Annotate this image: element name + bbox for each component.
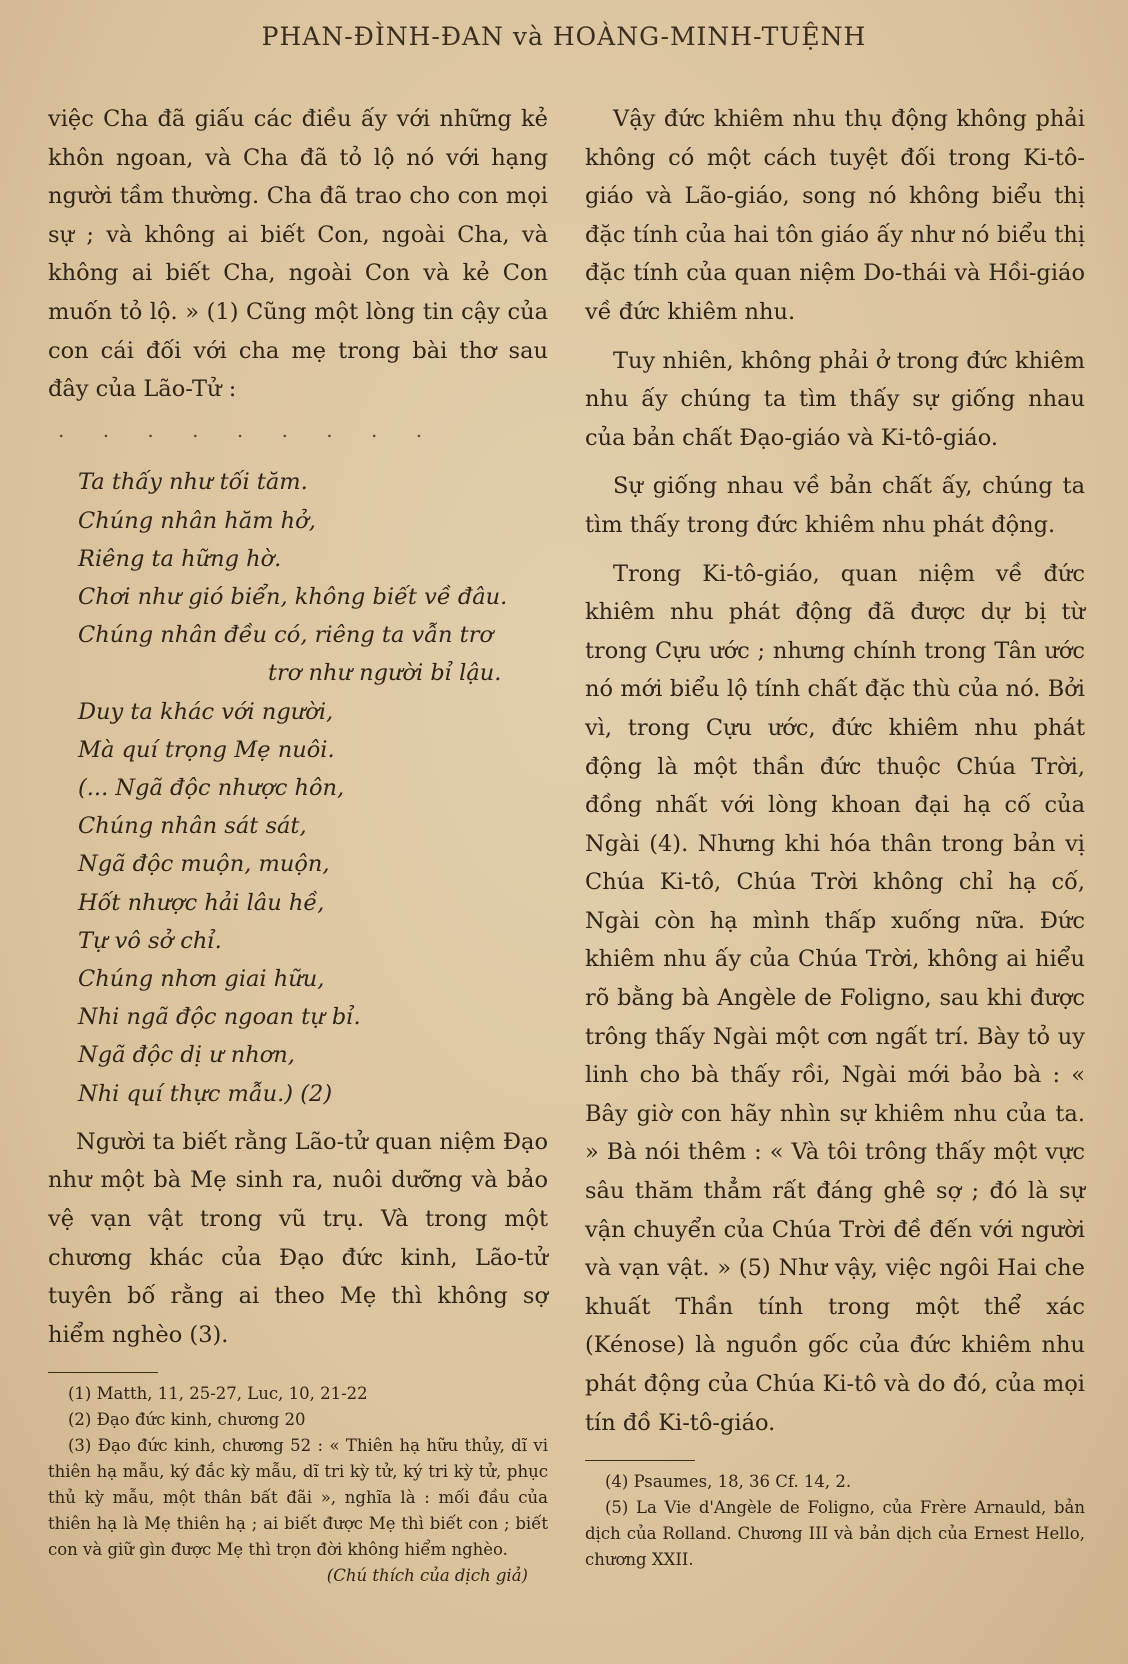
poem-line: Riêng ta hững hờ. — [78, 545, 282, 572]
poem-line: Tự vô sở chỉ. — [78, 927, 222, 954]
poem-line: Chơi như gió biển, không biết về đâu. — [78, 583, 508, 610]
poem-line: Ta thấy như tối tăm. — [78, 469, 308, 496]
ellipsis-separator: . . . . . . . . . — [58, 417, 439, 442]
poem-line: Ngã độc dị ư nhơn, — [78, 1042, 295, 1069]
poem-line: Chúng nhân đều có, riêng ta vẫn trơ — [78, 622, 494, 649]
footnote-divider — [585, 1460, 695, 1461]
translator-note-credit: (Chú thích của dịch giả) — [326, 1566, 528, 1586]
poem-line: trơ như người bỉ lậu. — [268, 660, 502, 687]
footnote-1: (1) Matth, 11, 25-27, Luc, 10, 21-22 — [68, 1384, 368, 1404]
footnote-4: (4) Psaumes, 18, 36 Cf. 14, 2. — [605, 1472, 852, 1492]
poem-line: Ngã độc muộn, muộn, — [78, 851, 330, 878]
footnote-5: (5) La Vie d'Angèle de Foligno, của Frère Arnauld, bản dịch của Rolland. Chương III và bản dịch của Ernest Hello, chương XXII. — [585, 1498, 1085, 1570]
left-paragraph-1: việc Cha đã giấu các điều ấy với những kẻ khôn ngoan, và Cha đã tỏ lộ nó với hạng người tầm thường. Cha đã trao cho con mọi sự ; và không ai biết Con, ngoài Cha, và không ai biết Cha, ngoài Con và kẻ Con muốn tỏ lộ. » (1) Cũng một lòng tin cậy của con cái đối với cha mẹ trong bài thơ sau đây của Lão-Tử : — [48, 106, 548, 403]
left-footnotes — [48, 1381, 548, 1589]
right-paragraph-2: Tuy nhiên, không phải ở trong đức khiêm nhu ấy chúng ta tìm thấy sự giống nhau của bản chất Đạo-giáo và Ki-tô-giáo. — [585, 347, 1085, 451]
poem-line: Chúng nhân sát sát, — [78, 813, 307, 840]
footnote-2: (2) Đạo đức kinh, chương 20 — [68, 1410, 306, 1430]
poem-line: Hốt nhược hải lâu hề, — [78, 889, 325, 916]
right-column — [585, 100, 1085, 1573]
poem-line: Mà quí trọng Mẹ nuôi. — [78, 736, 335, 763]
poem-line: Chúng nhơn giai hữu, — [78, 965, 325, 992]
right-paragraph-1: Vậy đức khiêm nhu thụ động không phải không có một cách tuyệt đối trong Ki-tô-giáo và Lão-giáo, song nó không biểu thị đặc tính của hai tôn giáo ấy như nó biểu thị đặc tính của quan niệm Do-thái và Hồi-giáo về đức khiêm nhu. — [585, 106, 1085, 325]
poem — [48, 463, 548, 1112]
poem-line: Duy ta khác với người, — [78, 698, 334, 725]
left-column — [48, 100, 548, 1589]
poem-line: Nhi quí thực mẫu.) (2) — [78, 1080, 333, 1107]
poem-line: Nhi ngã độc ngoan tự bỉ. — [78, 1004, 361, 1031]
right-paragraph-4: Trong Ki-tô-giáo, quan niệm về đức khiêm nhu phát động đã được dự bị từ trong Cựu ước ; nhưng chính trong Tân ước nó mới biểu lộ tính chất đặc thù của nó. Bởi vì, trong Cựu ước, đức khiêm nhu phát động là một thần đức thuộc Chúa Trời, đồng nhất với lòng khoan đại hạ cố của Ngài (4). Nhưng khi hóa thân trong bản vị Chúa Ki-tô, Chúa Trời không chỉ hạ cố, Ngài còn hạ mình thấp xuống nữa. Đức khiêm nhu ấy của Chúa Trời, không ai hiểu rõ bằng bà Angèle de Foligno, sau khi được trông thấy Ngài một cơn ngất trí. Bày tỏ uy linh cho bà thấy rồi, Ngài mới bảo bà : « Bây giờ con hãy nhìn sự khiêm nhu của ta. » Bà nói thêm : « Và tôi trông thấy một vực sâu thăm thẳm rất đáng ghê sợ ; đó là sự vận chuyển của Chúa Trời đề đến với người và vạn vật. » (5) Như vậy, việc ngôi Hai che khuất Thần tính trong một thể xác (Kénose) là nguồn gốc của đức khiêm nhu phát động của Chúa Ki-tô và do đó, của mọi tín đồ Ki-tô-giáo. — [585, 560, 1085, 1436]
left-paragraph-2: Người ta biết rằng Lão-tử quan niệm Đạo như một bà Mẹ sinh ra, nuôi dưỡng và bảo vệ vạn vật trong vũ trụ. Và trong một chương khác của Đạo đức kinh, Lão-tử tuyên bố rằng ai theo Mẹ thì không sợ hiểm nghèo (3). — [48, 1128, 548, 1348]
right-paragraph-3: Sự giống nhau về bản chất ấy, chúng ta tìm thấy trong đức khiêm nhu phát động. — [585, 473, 1085, 538]
right-footnotes — [585, 1469, 1085, 1573]
footnote-divider — [48, 1372, 158, 1373]
poem-line: (... Ngã độc nhược hôn, — [78, 774, 345, 801]
poem-line: Chúng nhân hăm hở, — [78, 507, 316, 534]
running-title: PHAN-ĐÌNH-ĐAN và HOÀNG-MINH-TUỆNH — [261, 22, 867, 51]
footnote-3: (3) Đạo đức kinh, chương 52 : « Thiên hạ hữu thủy, dĩ vi thiên hạ mẫu, ký đắc kỳ mẫu, dĩ tri kỳ tử, ký tri kỳ tử, phục thủ kỳ mẫu, một thân bất đãi », nghĩa là : mối đầu của thiên hạ là Mẹ thiên hạ ; ai biết được Mẹ thì biết con ; biết con và giữ gìn được Mẹ thì trọn đời không hiểm nghèo. — [48, 1436, 548, 1560]
